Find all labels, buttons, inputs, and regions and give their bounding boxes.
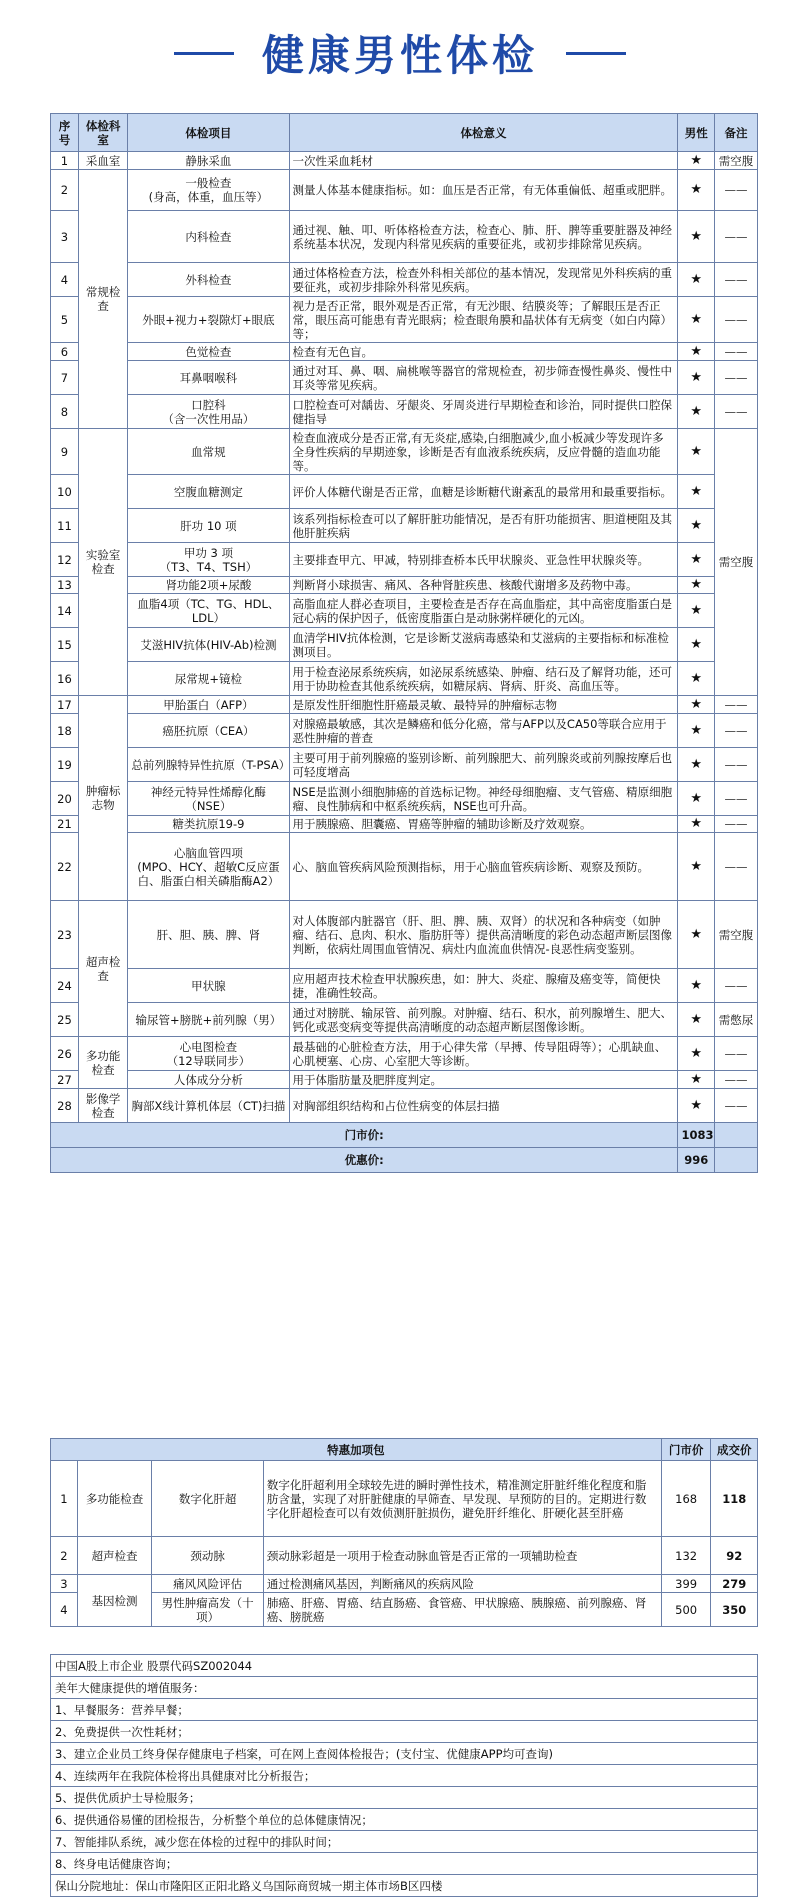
extra-door-price: 168 [661,1461,711,1537]
row-item: 心电图检查 （12导联同步） [128,1037,289,1071]
row-meaning: 是原发性肝细胞性肝癌最灵敏、最特异的肿瘤标志物 [289,696,678,714]
extra-door-price: 132 [661,1537,711,1575]
row-item: 总前列腺特异性抗原（T-PSA） [128,748,289,782]
row-item: 血脂4项（TC、TG、HDL、LDL） [128,594,289,628]
row-dept: 常规检查 [78,170,127,429]
row-item: 肝、胆、胰、脾、肾 [128,901,289,969]
row-note: —— [714,395,757,429]
row-male-star: ★ [678,833,715,901]
extra-dept: 超声检查 [77,1537,151,1575]
title-right-line [566,52,626,55]
header-item: 体检项目 [128,114,289,152]
row-male-star: ★ [678,170,715,211]
row-note: —— [714,782,757,816]
row-male-star: ★ [678,1089,715,1123]
title-bar [0,18,800,88]
row-meaning: 主要排查甲亢、甲减，特别排查桥本氏甲状腺炎、亚急性甲状腺炎等。 [289,543,678,577]
table-row [51,343,758,361]
row-male-star: ★ [678,343,715,361]
footer-text: 3、建立企业员工终身保存健康电子档案，可在网上查阅体检报告；(支付宝、优健康APP均可查询) [51,1743,758,1765]
row-note: —— [714,1071,757,1089]
row-item: 血常规 [128,429,289,475]
extra-package-table [50,1438,758,1627]
row-number: 8 [51,395,79,429]
row-male-star: ★ [678,748,715,782]
table-row [51,969,758,1003]
row-number: 24 [51,969,79,1003]
header-dept: 体检科室 [78,114,127,152]
row-note: —— [714,263,757,297]
row-dept: 肿瘤标志物 [78,696,127,901]
row-dept: 影像学检查 [78,1089,127,1123]
row-meaning: 用于体脂肪量及肥胖度判定。 [289,1071,678,1089]
table-row [51,1071,758,1089]
row-meaning: 检查有无色盲。 [289,343,678,361]
extra-dept: 基因检测 [77,1575,151,1627]
extra-row [51,1461,758,1537]
row-number: 22 [51,833,79,901]
footer-line [51,1875,758,1897]
table-row [51,361,758,395]
row-number: 7 [51,361,79,395]
row-meaning: 用于检查泌尿系统疾病，如泌尿系统感染、肿瘤、结石及了解肾功能，还可用于协助检查其他系统疾病，如糖尿病、肾病、肝炎、高血压等。 [289,662,678,696]
extra-meaning: 数字化肝超利用全球较先进的瞬时弹性技术，精准测定肝脏纤维化程度和脂肪含量，实现了对肝脏健康的早筛查、早发现、早预防的目的。定期进行数字化肝超检查可以有效侦测肝脏损伤，避免肝纤维化、肝硬化甚至肝癌 [263,1461,661,1537]
offer-price-label: 优惠价: [51,1148,678,1173]
row-number: 17 [51,696,79,714]
row-male-star: ★ [678,263,715,297]
row-meaning: 心、脑血管疾病风险预测指标，用于心脑血管疾病诊断、观察及预防。 [289,833,678,901]
row-item: 空腹血糖测定 [128,475,289,509]
extra-row [51,1593,758,1627]
extra-number: 2 [51,1537,78,1575]
extra-meaning: 通过检测痛风基因，判断痛风的疾病风险 [263,1575,661,1593]
extra-item: 男性肿瘤高发（十项） [152,1593,264,1627]
row-number: 1 [51,152,79,170]
row-dept: 超声检查 [78,901,127,1037]
row-male-star: ★ [678,429,715,475]
footer-text: 8、终身电话健康咨询； [51,1853,758,1875]
row-note: 需空腹 [714,429,757,696]
row-item: 肾功能2项+尿酸 [128,577,289,594]
row-meaning: 该系列指标检查可以了解肝脏功能情况，是否有肝功能损害、胆道梗阻及其他肝脏疾病 [289,509,678,543]
extra-deal-price: 279 [711,1575,758,1593]
footer-line [51,1831,758,1853]
row-dept: 多功能检查 [78,1037,127,1089]
row-male-star: ★ [678,594,715,628]
row-item: 尿常规+镜检 [128,662,289,696]
header-meaning: 体检意义 [289,114,678,152]
door-price-label: 门市价: [51,1123,678,1148]
row-number: 12 [51,543,79,577]
table-row [51,509,758,543]
row-male-star: ★ [678,152,715,170]
row-note: —— [714,170,757,211]
table-row [51,1003,758,1037]
row-male-star: ★ [678,211,715,263]
row-number: 28 [51,1089,79,1123]
extra-header-door: 门市价 [661,1439,711,1461]
row-meaning: 通过体格检查方法，检查外科相关部位的基本情况，发现常见外科疾病的重要征兆，或初步排除外科常见疾病。 [289,263,678,297]
row-item: 甲胎蛋白（AFP） [128,696,289,714]
table-row [51,628,758,662]
row-meaning: NSE是监测小细胞肺癌的首选标记物。神经母细胞瘤、支气管癌、精原细胞瘤、良性肺病和中枢系统疾病，NSE也可升高。 [289,782,678,816]
door-price-row [51,1123,758,1148]
row-item: 神经元特异性烯醇化酶（NSE） [128,782,289,816]
row-number: 19 [51,748,79,782]
row-male-star: ★ [678,475,715,509]
extra-header-row [51,1439,758,1461]
row-note: —— [714,816,757,833]
row-meaning: 视力是否正常，眼外观是否正常，有无沙眼、结膜炎等；了解眼压是否正常，眼压高可能患有青光眼病；检查眼角膜和晶状体有无病变（如白内障）等； [289,297,678,343]
row-number: 21 [51,816,79,833]
row-number: 4 [51,263,79,297]
footer-line [51,1853,758,1875]
row-male-star: ★ [678,395,715,429]
row-item: 外眼+视力+裂隙灯+眼底 [128,297,289,343]
row-item: 输尿管+膀胱+前列腺（男） [128,1003,289,1037]
row-male-star: ★ [678,1003,715,1037]
row-note: —— [714,696,757,714]
row-male-star: ★ [678,509,715,543]
row-meaning: 对人体腹部内脏器官（肝、胆、脾、胰、双肾）的状况和各种病变（如肿瘤、结石、息肉、积水、脂肪肝等）提供高清晰度的彩色动态超声断层图像判断，依病灶周围血管情况、病灶内血流血供情况-良恶性病变鉴别。 [289,901,678,969]
footer-text: 5、提供优质护士导检服务； [51,1787,758,1809]
row-male-star: ★ [678,297,715,343]
row-meaning: 通过对耳、鼻、咽、扁桃喉等器官的常规检查，初步筛查慢性鼻炎、慢性中耳炎等常见疾病。 [289,361,678,395]
title-left-line [174,52,234,55]
row-note: —— [714,211,757,263]
extra-deal-price: 92 [711,1537,758,1575]
extra-row [51,1537,758,1575]
extra-item: 颈动脉 [152,1537,264,1575]
footer-text: 保山分院地址：保山市隆阳区正阳北路义乌国际商贸城一期主体市场B区四楼 [51,1875,758,1897]
offer-price-value: 996 [678,1148,715,1173]
footer-line [51,1787,758,1809]
offer-price-row [51,1148,758,1173]
row-number: 5 [51,297,79,343]
row-male-star: ★ [678,543,715,577]
row-item: 甲功 3 项 （T3、T4、TSH） [128,543,289,577]
row-item: 艾滋HIV抗体(HIV-Ab)检测 [128,628,289,662]
extra-dept: 多功能检查 [77,1461,151,1537]
row-item: 心脑血管四项 (MPO、HCY、超敏C反应蛋白、脂蛋白相关磷脂酶A2） [128,833,289,901]
footer-text: 中国A股上市企业 股票代码SZ002044 [51,1655,758,1677]
row-note: —— [714,748,757,782]
extra-header-pkg: 特惠加项包 [51,1439,662,1461]
row-male-star: ★ [678,1071,715,1089]
row-number: 2 [51,170,79,211]
row-meaning: 通过视、触、叩、听体格检查方法，检查心、肺、肝、脾等重要脏器及神经系统基本状况，发现内科常见疾病的重要征兆，或初步排除常见疾病。 [289,211,678,263]
table-row [51,816,758,833]
row-note: —— [714,1089,757,1123]
row-meaning: 应用超声技术检查甲状腺疾患，如：肿大、炎症、腺瘤及癌变等，简便快捷，准确性较高。 [289,969,678,1003]
table-row [51,543,758,577]
footer-text: 4、连续两年在我院体检将出具健康对比分析报告； [51,1765,758,1787]
table-row [51,152,758,170]
header-male: 男性 [678,114,715,152]
door-price-value: 1083 [678,1123,715,1148]
extra-door-price: 399 [661,1575,711,1593]
row-meaning: 对胸部组织结构和占位性病变的体层扫描 [289,1089,678,1123]
row-male-star: ★ [678,361,715,395]
extra-deal-price: 350 [711,1593,758,1627]
row-note: 需憋尿 [714,1003,757,1037]
table-row [51,833,758,901]
table-row [51,297,758,343]
page-title: 健康男性体检 [261,31,538,80]
row-note: —— [714,833,757,901]
row-meaning: 最基础的心脏检查方法，用于心律失常（早搏、传导阻碍等）；心肌缺血、心肌梗塞、心房、心室肥大等诊断。 [289,1037,678,1071]
row-number: 27 [51,1071,79,1089]
row-meaning: 通过对膀胱、输尿管、前列腺。对肿瘤、结石、积水，前列腺增生、肥大、钙化或恶变病变等提供高清晰度的动态超声断层图像诊断。 [289,1003,678,1037]
row-male-star: ★ [678,816,715,833]
row-note: —— [714,1037,757,1071]
row-item: 内科检查 [128,211,289,263]
row-male-star: ★ [678,969,715,1003]
row-meaning: 高脂血症人群必查项目，主要检查是否存在高血脂症，其中高密度脂蛋白是冠心病的保护因子，低密度脂蛋白是动脉粥样硬化的元凶。 [289,594,678,628]
row-number: 15 [51,628,79,662]
row-number: 10 [51,475,79,509]
table-row [51,263,758,297]
table-row [51,1089,758,1123]
row-number: 26 [51,1037,79,1071]
header-seq: 序号 [51,114,79,152]
row-note: —— [714,361,757,395]
table-row [51,211,758,263]
footer-text: 美年大健康提供的增值服务： [51,1677,758,1699]
extra-meaning: 肺癌、肝癌、胃癌、结直肠癌、食管癌、甲状腺癌、胰腺癌、前列腺癌、肾癌、膀胱癌 [263,1593,661,1627]
row-item: 糖类抗原19-9 [128,816,289,833]
row-number: 11 [51,509,79,543]
footer-line [51,1743,758,1765]
footer-line [51,1655,758,1677]
row-dept: 采血室 [78,152,127,170]
table-row [51,782,758,816]
table-row [51,395,758,429]
table-row [51,696,758,714]
row-male-star: ★ [678,901,715,969]
row-number: 25 [51,1003,79,1037]
row-number: 6 [51,343,79,361]
row-male-star: ★ [678,696,715,714]
table-row [51,475,758,509]
extra-meaning: 颈动脉彩超是一项用于检查动脉血管是否正常的一项辅助检查 [263,1537,661,1575]
row-item: 色觉检查 [128,343,289,361]
table-header-row [51,114,758,152]
row-note: —— [714,714,757,748]
row-number: 18 [51,714,79,748]
footer-line [51,1721,758,1743]
table-row [51,1037,758,1071]
row-meaning: 一次性采血耗材 [289,152,678,170]
row-item: 静脉采血 [128,152,289,170]
footer-line [51,1699,758,1721]
row-item: 人体成分分析 [128,1071,289,1089]
row-male-star: ★ [678,782,715,816]
row-note: —— [714,297,757,343]
footer-line [51,1809,758,1831]
footer-text: 6、提供通俗易懂的团检报告，分析整个单位的总体健康情况； [51,1809,758,1831]
header-note: 备注 [714,114,757,152]
extra-door-price: 500 [661,1593,711,1627]
footer-services [50,1654,758,1897]
table-row [51,429,758,475]
row-note: 需空腹 [714,901,757,969]
row-number: 9 [51,429,79,475]
row-meaning: 主要可用于前列腺癌的鉴别诊断、前列腺肥大、前列腺炎或前列腺按摩后也可轻度增高 [289,748,678,782]
row-number: 20 [51,782,79,816]
row-meaning: 评价人体糖代谢是否正常，血糖是诊断糖代谢紊乱的最常用和最重要指标。 [289,475,678,509]
row-note: —— [714,969,757,1003]
row-meaning: 检查血液成分是否正常,有无炎症,感染,白细胞减少,血小板减少等发现许多全身性疾病的早期迹象，诊断是否有血液系统疾病，反应骨髓的造血功能等。 [289,429,678,475]
table-row [51,714,758,748]
row-meaning: 口腔检查可对龋齿、牙龈炎、牙周炎进行早期检查和诊治，同时提供口腔保健指导 [289,395,678,429]
extra-number: 4 [51,1593,78,1627]
main-exam-table [50,113,758,1173]
footer-text: 2、免费提供一次性耗材； [51,1721,758,1743]
extra-item: 痛风风险评估 [152,1575,264,1593]
extra-number: 1 [51,1461,78,1537]
row-male-star: ★ [678,662,715,696]
row-number: 14 [51,594,79,628]
extra-header-deal: 成交价 [711,1439,758,1461]
row-item: 口腔科 （含一次性用品） [128,395,289,429]
footer-line [51,1677,758,1699]
row-note: 需空腹 [714,152,757,170]
row-item: 外科检查 [128,263,289,297]
row-item: 癌胚抗原（CEA） [128,714,289,748]
row-number: 23 [51,901,79,969]
table-row [51,901,758,969]
row-item: 耳鼻咽喉科 [128,361,289,395]
table-row [51,577,758,594]
table-row [51,748,758,782]
row-note: —— [714,343,757,361]
row-meaning: 血清学HIV抗体检测，它是诊断艾滋病毒感染和艾滋病的主要指标和标准检测项目。 [289,628,678,662]
table-row [51,662,758,696]
extra-number: 3 [51,1575,78,1593]
row-item: 一般检查 (身高，体重，血压等） [128,170,289,211]
row-item: 肝功 10 项 [128,509,289,543]
table-row [51,594,758,628]
row-item: 胸部X线计算机体层（CT)扫描 [128,1089,289,1123]
extra-item: 数字化肝超 [152,1461,264,1537]
row-dept: 实验室检查 [78,429,127,696]
row-meaning: 判断肾小球损害、痛风、各种肾脏疾患、核酸代谢增多及药物中毒。 [289,577,678,594]
row-number: 3 [51,211,79,263]
row-male-star: ★ [678,714,715,748]
footer-line [51,1765,758,1787]
row-number: 13 [51,577,79,594]
row-meaning: 测量人体基本健康指标。如：血压是否正常，有无体重偏低、超重或肥胖。 [289,170,678,211]
row-meaning: 用于胰腺癌、胆囊癌、胃癌等肿瘤的辅助诊断及疗效观察。 [289,816,678,833]
row-number: 16 [51,662,79,696]
extra-deal-price: 118 [711,1461,758,1537]
row-male-star: ★ [678,577,715,594]
row-male-star: ★ [678,628,715,662]
row-male-star: ★ [678,1037,715,1071]
footer-text: 7、智能排队系统，减少您在体检的过程中的排队时间； [51,1831,758,1853]
row-item: 甲状腺 [128,969,289,1003]
table-row [51,170,758,211]
row-meaning: 对腺癌最敏感，其次是鳞癌和低分化癌，常与AFP以及CA50等联合应用于恶性肿瘤的普查 [289,714,678,748]
extra-row [51,1575,758,1593]
footer-text: 1、早餐服务：营养早餐； [51,1699,758,1721]
